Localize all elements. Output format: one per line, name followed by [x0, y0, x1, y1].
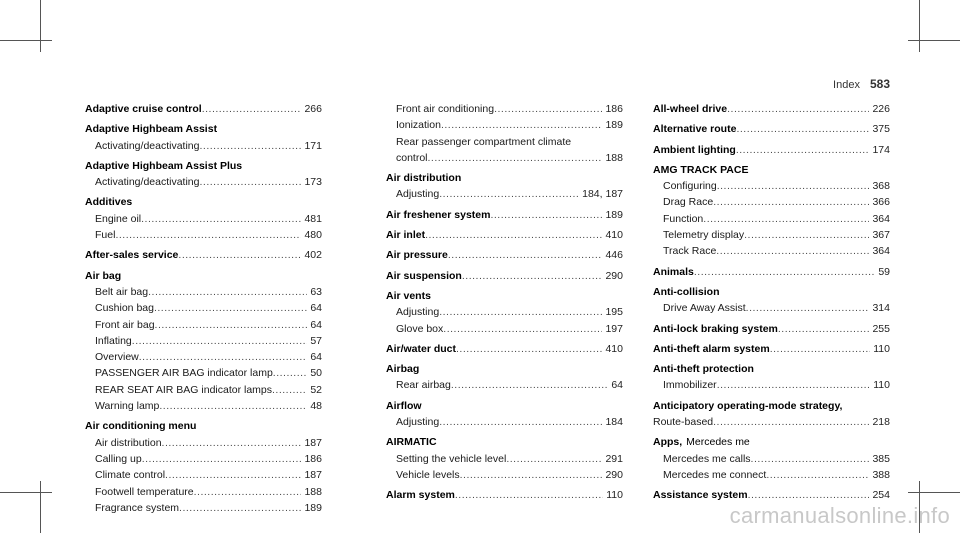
index-entry [85, 227, 322, 243]
entry-label: Adjusting [396, 416, 440, 429]
page-ref: 388 [872, 468, 890, 481]
leader-dots [751, 451, 870, 467]
entry-label: Rear airbag [396, 379, 451, 392]
entry-label: Immobilizer [663, 379, 717, 392]
index-entry [653, 398, 890, 414]
page-ref: 50 [310, 367, 322, 380]
index-entry [386, 134, 623, 150]
index-entry [85, 484, 322, 500]
entry-label: Route-based [653, 416, 714, 429]
leader-dots [778, 321, 870, 337]
page-ref: 189 [605, 119, 623, 132]
index-entry [653, 264, 890, 280]
leader-dots [716, 243, 869, 259]
leader-dots [717, 178, 870, 194]
index-entry [85, 268, 322, 284]
entry-label: Adjusting [396, 306, 440, 319]
leader-dots [199, 174, 301, 190]
crop-mark [908, 492, 960, 493]
leader-dots [439, 186, 579, 202]
index-entry [386, 321, 623, 337]
index-entry [653, 121, 890, 137]
leader-dots [727, 101, 869, 117]
entry-label: Anti-collision [653, 285, 720, 298]
entry-label: Anti-theft protection [653, 363, 754, 376]
entry-label: Alternative route [653, 123, 737, 136]
leader-dots [202, 101, 302, 117]
entry-label: Airflow [386, 399, 422, 412]
index-entry [386, 268, 623, 284]
index-entry [85, 467, 322, 483]
entry-label: REAR SEAT AIR BAG indicator lamps [95, 383, 273, 396]
index-entry [85, 317, 322, 333]
page-ref: 188 [605, 151, 623, 164]
page-ref: 48 [310, 400, 322, 413]
entry-label: Additives [85, 196, 133, 209]
entry-label: Activating/deactivating [95, 176, 200, 189]
index-entry [653, 101, 890, 117]
index-entry [386, 288, 623, 304]
index-entry [85, 247, 322, 263]
index-entry [653, 284, 890, 300]
index-entry [386, 170, 623, 186]
page-ref: 187 [304, 469, 322, 482]
leader-dots [148, 284, 307, 300]
index-entry [386, 434, 623, 450]
index-entry [386, 207, 623, 223]
index-entry [85, 349, 322, 365]
page-ref: 64 [310, 351, 322, 364]
entry-label: Adaptive cruise control [85, 103, 202, 115]
entry-label: Vehicle levels [396, 468, 460, 481]
page-ref: 410 [605, 229, 623, 242]
entry-label: Belt air bag [95, 285, 149, 298]
page-ref: 189 [304, 501, 322, 514]
entry-label: Air vents [386, 289, 431, 302]
index-entry [653, 341, 890, 357]
leader-dots [462, 268, 603, 284]
leader-dots [703, 211, 869, 227]
leader-dots [139, 349, 308, 365]
leader-dots [713, 194, 869, 210]
entry-label: Glove box [396, 322, 444, 335]
leader-dots [443, 321, 602, 337]
page-ref: 110 [606, 489, 623, 502]
leader-dots [506, 451, 602, 467]
leader-dots [272, 382, 307, 398]
page-ref: 364 [872, 245, 890, 258]
page-ref: 64 [310, 302, 322, 315]
index-column-1 [85, 101, 322, 516]
leader-dots [165, 467, 301, 483]
page-ref: 402 [304, 249, 322, 262]
leader-dots [439, 414, 602, 430]
page-ref: 368 [872, 180, 890, 193]
leader-dots [766, 467, 869, 483]
index-column-2 [386, 101, 623, 504]
leader-dots [273, 365, 308, 381]
entry-label: Air conditioning menu [85, 420, 197, 433]
page-ref: 184, 187 [582, 188, 623, 201]
crop-mark [908, 40, 960, 41]
page-ref: 480 [304, 229, 322, 242]
index-entry [85, 101, 322, 117]
leader-dots [490, 207, 602, 223]
entry-label: Anticipatory operating-mode strategy, [653, 399, 843, 412]
index-entry [85, 284, 322, 300]
leader-dots [770, 341, 871, 357]
index-entry [386, 101, 623, 117]
index-entry [386, 186, 623, 202]
page-ref: 186 [304, 452, 322, 465]
index-entry [386, 467, 623, 483]
index-entry [653, 487, 890, 503]
page-ref: 64 [611, 379, 623, 392]
page-ref: 64 [310, 318, 322, 331]
page-ref: 254 [872, 489, 890, 502]
crop-mark [40, 0, 41, 52]
leader-dots [154, 300, 307, 316]
entry-label: Mercedes me connect [663, 468, 767, 481]
page-ref: 189 [605, 208, 623, 221]
entry-label: Front air bag [95, 318, 155, 331]
page-ref: 173 [304, 176, 322, 189]
see-reference: Mercedes me [686, 436, 750, 449]
entry-label: Adaptive Highbeam Assist Plus [85, 159, 243, 172]
leader-dots [736, 142, 870, 158]
leader-dots [178, 247, 301, 263]
index-entry [85, 121, 322, 137]
index-entry [85, 418, 322, 434]
index-entry [85, 300, 322, 316]
entry-label: Telemetry display [663, 229, 745, 242]
page-ref: 291 [605, 452, 623, 465]
index-entry [85, 174, 322, 190]
page-ref: 197 [605, 322, 623, 335]
page-ref: 195 [605, 306, 623, 319]
leader-dots [448, 247, 603, 263]
index-entry [653, 162, 890, 178]
leader-dots [199, 138, 301, 154]
index-entry [386, 341, 623, 357]
page-ref: 188 [304, 485, 322, 498]
leader-dots [155, 317, 308, 333]
leader-dots [744, 227, 869, 243]
page-header [833, 77, 890, 91]
index-entry [653, 434, 890, 450]
leader-dots [455, 487, 603, 503]
page-ref: 446 [605, 249, 623, 262]
index-entry [653, 361, 890, 377]
entry-label: Air distribution [95, 436, 162, 449]
page-ref: 255 [872, 322, 890, 335]
entry-label: Inflating [95, 334, 132, 347]
index-entry [85, 398, 322, 414]
page-ref: 52 [310, 383, 322, 396]
leader-dots [460, 467, 603, 483]
leader-dots [439, 304, 602, 320]
page-ref: 366 [872, 196, 890, 209]
index-entry [386, 414, 623, 430]
index-entry [386, 398, 623, 414]
page-ref: 171 [304, 139, 322, 152]
leader-dots [428, 150, 603, 166]
entry-label: Fuel [95, 229, 116, 242]
index-entry [653, 467, 890, 483]
page-ref: 481 [304, 212, 322, 225]
index-entry [653, 194, 890, 210]
entry-label: Front air conditioning [396, 103, 495, 115]
section-title: Index [833, 79, 860, 91]
entry-label: Climate control [95, 469, 166, 482]
index-entry [85, 500, 322, 516]
entry-label: Air suspension [386, 269, 462, 282]
page-ref: 59 [878, 265, 890, 278]
index-entry [653, 142, 890, 158]
page-ref: 314 [872, 302, 890, 315]
entry-label: Air/water duct [386, 342, 457, 355]
index-entry [386, 117, 623, 133]
entry-label: AIRMATIC [386, 436, 437, 449]
entry-label: Engine oil [95, 212, 142, 225]
index-entry [653, 243, 890, 259]
entry-label: Function [663, 212, 704, 225]
page-ref: 110 [873, 379, 890, 392]
leader-dots [736, 121, 869, 137]
index-entry [653, 178, 890, 194]
entry-label: Adjusting [396, 188, 440, 201]
crop-mark [0, 492, 52, 493]
entry-label: Fragrance system [95, 501, 180, 514]
page-ref: 218 [872, 416, 890, 429]
entry-label: Calling up [95, 452, 142, 465]
leader-dots [746, 300, 870, 316]
crop-mark [40, 481, 41, 533]
index-entry [85, 435, 322, 451]
entry-label: Configuring [663, 180, 717, 193]
page-ref: 63 [310, 285, 322, 298]
index-entry [85, 211, 322, 227]
index-entry [85, 194, 322, 210]
crop-mark [919, 0, 920, 52]
entry-label: Assistance system [653, 489, 748, 502]
page-ref: 385 [872, 452, 890, 465]
index-entry [85, 451, 322, 467]
entry-label: Rear passenger compartment climate [396, 135, 572, 148]
entry-label: Setting the vehicle level [396, 452, 507, 465]
index-entry [85, 333, 322, 349]
page-ref: 266 [304, 103, 322, 115]
index-entry [386, 451, 623, 467]
leader-dots [451, 377, 608, 393]
leader-dots [456, 341, 602, 357]
page-ref: 174 [872, 143, 890, 156]
page-ref: 367 [872, 229, 890, 242]
entry-label: Adaptive Highbeam Assist [85, 123, 218, 136]
leader-dots [132, 333, 308, 349]
page-ref: 290 [605, 269, 623, 282]
index-entry [653, 321, 890, 337]
index-entry [386, 227, 623, 243]
leader-dots [115, 227, 301, 243]
index-entry [653, 377, 890, 393]
entry-label: Footwell temperature [95, 485, 194, 498]
leader-dots [162, 435, 302, 451]
index-entry [386, 304, 623, 320]
leader-dots [694, 264, 875, 280]
index-entry [85, 365, 322, 381]
page-ref: 187 [304, 436, 322, 449]
entry-label: Air bag [85, 269, 122, 282]
entry-label: Activating/deactivating [95, 139, 200, 152]
leader-dots [159, 398, 307, 414]
index-entry [386, 150, 623, 166]
entry-label: Drag Race [663, 196, 714, 209]
page-ref: 186 [605, 103, 623, 115]
index-entry [653, 211, 890, 227]
entry-label: Alarm system [386, 489, 455, 502]
index-entry [653, 414, 890, 430]
leader-dots [194, 484, 302, 500]
entry-label: Anti-lock braking system [653, 322, 778, 335]
index-entry [653, 300, 890, 316]
leader-dots [142, 451, 302, 467]
leader-dots [425, 227, 602, 243]
entry-label: Air inlet [386, 229, 426, 242]
entry-label: Overview [95, 351, 139, 364]
index-entry [653, 227, 890, 243]
index-entry [85, 382, 322, 398]
leader-dots [713, 414, 869, 430]
index-entry [85, 158, 322, 174]
page-ref: 184 [605, 416, 623, 429]
index-entry [386, 247, 623, 263]
entry-label: Apps, [653, 436, 683, 449]
entry-label: Warning lamp [95, 400, 160, 413]
entry-label: Cushion bag [95, 302, 154, 315]
entry-label: Mercedes me calls [663, 452, 751, 465]
entry-label: PASSENGER AIR BAG indicator lamp [95, 367, 273, 380]
index-entry [386, 377, 623, 393]
page-ref: 364 [872, 212, 890, 225]
entry-label: control [396, 151, 428, 164]
leader-dots [748, 487, 870, 503]
page-ref: 290 [605, 468, 623, 481]
entry-label: AMG TRACK PACE [653, 163, 749, 176]
leader-dots [717, 377, 871, 393]
page-ref: 226 [872, 103, 890, 115]
index-entry [653, 451, 890, 467]
entry-label: Animals [653, 265, 694, 278]
entry-label: Air pressure [386, 249, 448, 262]
entry-label: Track Race [663, 245, 717, 258]
watermark: carmanualsonline.info [729, 503, 950, 528]
leader-dots [441, 117, 603, 133]
leader-dots [141, 211, 301, 227]
page-number: 583 [869, 77, 890, 91]
entry-label: Air distribution [386, 172, 462, 185]
index-entry [85, 138, 322, 154]
page-ref: 110 [873, 342, 890, 355]
entry-label: Anti-theft alarm system [653, 342, 770, 355]
page-ref: 57 [310, 334, 322, 347]
page-ref: 410 [605, 342, 623, 355]
index-entry [386, 487, 623, 503]
leader-dots [494, 101, 602, 117]
entry-label: After-sales service [85, 249, 179, 262]
entry-label: Airbag [386, 363, 420, 376]
leader-dots [179, 500, 301, 516]
entry-label: Ionization [396, 119, 441, 132]
index-column-3 [653, 101, 890, 504]
entry-label: Drive Away Assist [663, 302, 746, 315]
entry-label: Air freshener system [386, 208, 491, 221]
page-ref: 375 [872, 123, 890, 136]
index-entry [386, 361, 623, 377]
entry-label: Ambient lighting [653, 143, 736, 156]
crop-mark [0, 40, 52, 41]
entry-label: All-wheel drive [653, 103, 728, 115]
